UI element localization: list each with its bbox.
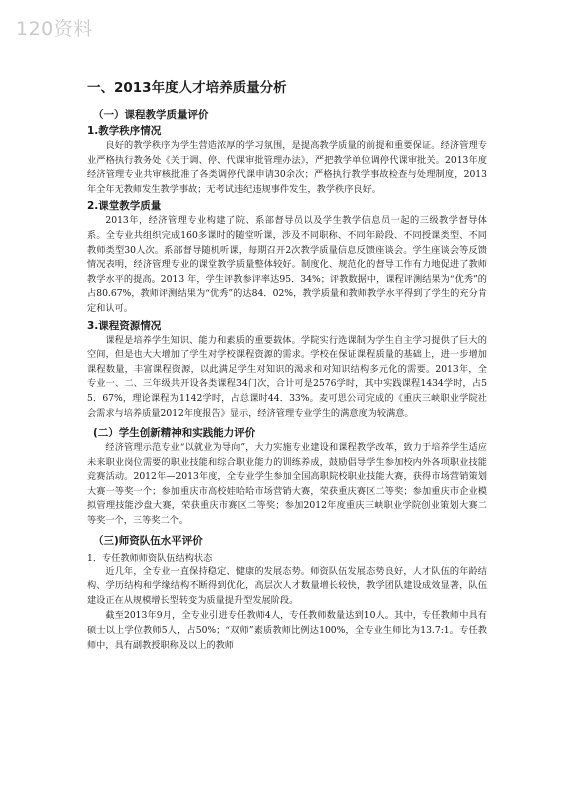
watermark-logo: 120资料	[16, 18, 93, 40]
section-heading-innovation-practice: (二）学生创新精神和实践能力评价	[93, 427, 256, 440]
document-body	[87, 76, 487, 654]
section-heading-course-quality: （一）课程教学质量评价	[93, 109, 209, 121]
paragraph-course-resources: 课程是培养学生知识、能力和素质的重要载体。学院实行选课制为学生自主学习提供了巨大的空间，但是也大大增加了学生对学校课程资源的需求。学校在保证课程质量的基础上，进一步增加课程数量，丰富课程资源，以此满足学生对知识的渴求和对知识结构多元化的需要。2013年，全专业一、二、三年级共开设各类课程34门次，合计可是2576学时，其中实践课程1434学时，占55．67%，理论课程为1142学时，占总课时44．33%。麦可思公司完成的《重庆三峡职业学院社会需求与培养质量2012年度报告》显示，经济管理专业学生的满意度为较满意。	[87, 334, 487, 419]
paragraph-faculty-structure: 近几年，全专业一直保持稳定、健康的发展态势。师资队伍发展态势良好，人才队伍的年龄结构、学历结构和学缘结构不断得到优化，高层次人才数量增长较快，教学团队建设成效显著，队伍建设正在从规模增长型转变为质量提升型发展阶段。	[87, 565, 487, 606]
subsection-heading-classroom-quality: 2.课堂教学质量	[87, 200, 162, 213]
paragraph-innovation-practice: 经济管理示范专业“以就业为导向”，大力实施专业建设和课程教学改革，致力于培养学生适应未来职业岗位需要的职业技能和综合职业能力的训练养成，鼓励倡导学生参加校内外各项职业技能竞赛活动。2012年—2013年度，全专业学生参加全国高职院校职业技能大赛，获得市场营销策划大赛一等奖一个；参加重庆市高校娃哈哈市场营销大赛，荣获重庆赛区二等奖；参加重庆市企业模拟管理技能沙盘大赛，荣获重庆市赛区二等奖；参加2012年度重庆三峡职业学院创业策划大赛二等奖一个，三等奖二个。	[87, 442, 487, 527]
subsection-heading-teaching-order: 1.教学秩序情况	[87, 125, 162, 137]
subsection-heading-course-resources: 3.课程资源情况	[87, 319, 162, 332]
subsection-heading-faculty-structure: 1．专任教师师资队伍结构状态	[87, 552, 213, 564]
paragraph-teaching-order: 良好的教学秩序为学生营造浓厚的学习氛围，是提高教学质量的前提和重要保证。经济管理专业严格执行教务处《关于调、停、代课审批管理办法》，严把教学单位调停代课审批关。2013年度经济管理专业共审核批准了各类调停代课申请30余次；严格执行教学事故检查与处理制度，2013年全年无教师发生教学事故；无考试违纪违规事件发生，教学秩序良好。	[87, 140, 487, 195]
document-title: 一、2013年度人才培养质量分析	[87, 80, 287, 96]
section-heading-faculty: （三)师资队伍水平评价	[93, 534, 203, 547]
paragraph-faculty-numbers: 截至2013年9月，全专业引进专任教师4人，专任教师数量达到10人。其中，专任教师中具有硕士以上学位教师5人，占50%；“双师”素质教师比例达100%，全专业生师比为13.7:1。专任教师中，具有副教授职称及以上的教师	[87, 610, 487, 651]
paragraph-classroom-quality: 2013年，经济管理专业构建了院、系部督导员以及学生教学信息员一起的三级教学督导体系。全专业共组织完成160多课时的随堂听课，涉及不同职称、不同年龄段、不同授课类型、不同教师类型30人次。系部督导随机听课，每期召开2次教学质量信息反馈座谈会。学生座谈会等反馈情况表明，经济管理专业的课堂教学质量整体较好。制度化、规范化的督导工作有力地促进了教师教学水平的提高。2013 年，学生评教参评率达95．34%；评教数据中，课程评测结果为“优秀”的占80.67%，教师评测结果为“优秀”的达84．02%，教学质量和教师教学水平得到了学生的充分肯定和认可。	[87, 215, 487, 314]
